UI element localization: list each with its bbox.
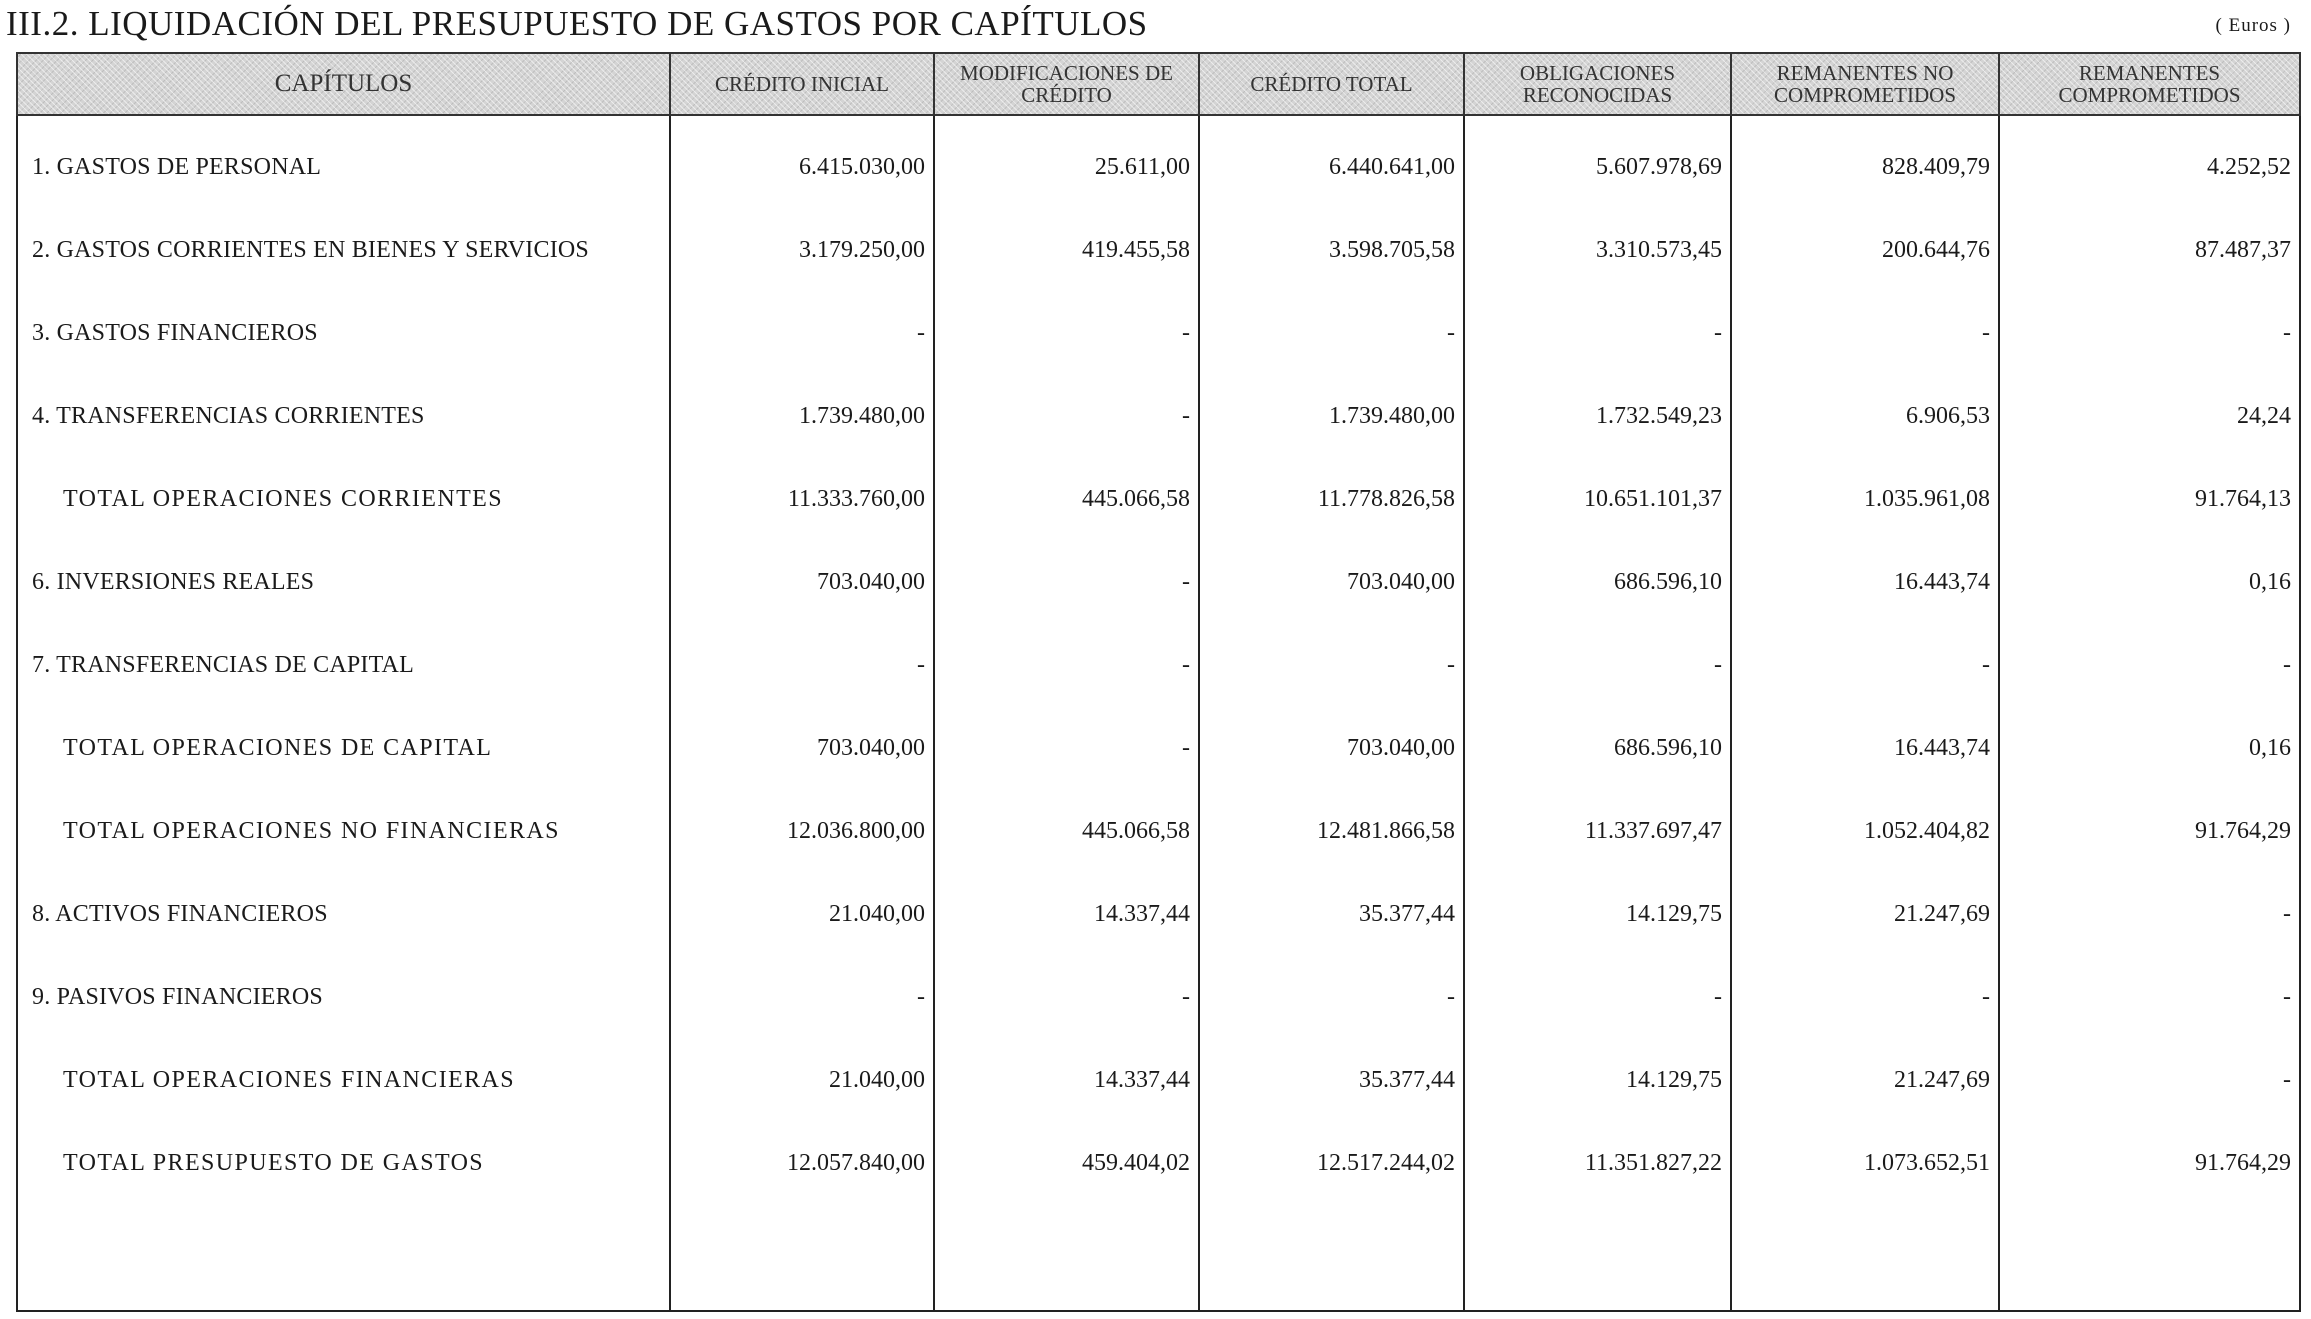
cell-credito-inicial: 12.036.800,00 (670, 790, 934, 873)
cell-credito-total: 1.739.480,00 (1199, 375, 1464, 458)
cell-remanentes-no-comprometidos: 21.247,69 (1731, 873, 1999, 956)
cell-modificaciones-credito: - (934, 707, 1199, 790)
cell-remanentes-no-comprometidos: 200.644,76 (1731, 209, 1999, 292)
table-total-row (17, 1039, 2300, 1122)
cell-obligaciones-reconocidas: - (1464, 624, 1731, 707)
cell-remanentes-no-comprometidos: 1.052.404,82 (1731, 790, 1999, 873)
cell-remanentes-comprometidos: - (1999, 624, 2300, 707)
cell-obligaciones-reconocidas: 10.651.101,37 (1464, 458, 1731, 541)
cell-obligaciones-reconocidas: 11.337.697,47 (1464, 790, 1731, 873)
cell-remanentes-comprometidos: 0,16 (1999, 541, 2300, 624)
cell-obligaciones-reconocidas: 11.351.827,22 (1464, 1122, 1731, 1205)
row-label: 3. GASTOS FINANCIEROS (17, 292, 670, 375)
table-row (17, 541, 2300, 624)
header-credito-total: CRÉDITO TOTAL (1199, 53, 1464, 115)
table-total-row (17, 790, 2300, 873)
cell-modificaciones-credito: 14.337,44 (934, 873, 1199, 956)
cell-obligaciones-reconocidas: 1.732.549,23 (1464, 375, 1731, 458)
cell-remanentes-no-comprometidos: 1.035.961,08 (1731, 458, 1999, 541)
cell-remanentes-no-comprometidos: 6.906,53 (1731, 375, 1999, 458)
cell-remanentes-comprometidos: 0,16 (1999, 707, 2300, 790)
cell-obligaciones-reconocidas: 686.596,10 (1464, 707, 1731, 790)
empty-cell (1199, 1205, 1464, 1311)
cell-credito-total: 12.481.866,58 (1199, 790, 1464, 873)
row-label: TOTAL OPERACIONES FINANCIERAS (17, 1039, 670, 1122)
empty-cell (1999, 1205, 2300, 1311)
cell-credito-total: 35.377,44 (1199, 873, 1464, 956)
row-label: 8. ACTIVOS FINANCIEROS (17, 873, 670, 956)
cell-remanentes-comprometidos: - (1999, 873, 2300, 956)
cell-credito-inicial: 1.739.480,00 (670, 375, 934, 458)
cell-modificaciones-credito: - (934, 292, 1199, 375)
table-row (17, 209, 2300, 292)
table-row (17, 115, 2300, 209)
cell-obligaciones-reconocidas: 14.129,75 (1464, 873, 1731, 956)
cell-remanentes-no-comprometidos: - (1731, 292, 1999, 375)
units-label: ( Euros ) (2215, 15, 2291, 36)
cell-modificaciones-credito: 419.455,58 (934, 209, 1199, 292)
empty-cell (1464, 1205, 1731, 1311)
table-row (17, 375, 2300, 458)
cell-remanentes-comprometidos: 91.764,29 (1999, 1122, 2300, 1205)
cell-remanentes-no-comprometidos: 1.073.652,51 (1731, 1122, 1999, 1205)
cell-obligaciones-reconocidas: - (1464, 956, 1731, 1039)
cell-obligaciones-reconocidas: 14.129,75 (1464, 1039, 1731, 1122)
cell-credito-total: 703.040,00 (1199, 707, 1464, 790)
cell-remanentes-no-comprometidos: 16.443,74 (1731, 707, 1999, 790)
empty-cell (17, 1205, 670, 1311)
cell-obligaciones-reconocidas: 5.607.978,69 (1464, 115, 1731, 209)
cell-remanentes-comprometidos: - (1999, 1039, 2300, 1122)
cell-remanentes-no-comprometidos: 21.247,69 (1731, 1039, 1999, 1122)
cell-remanentes-no-comprometidos: 828.409,79 (1731, 115, 1999, 209)
cell-credito-total: 35.377,44 (1199, 1039, 1464, 1122)
empty-cell (934, 1205, 1199, 1311)
table-row (17, 292, 2300, 375)
cell-remanentes-comprometidos: 4.252,52 (1999, 115, 2300, 209)
table-filler-row (17, 1205, 2300, 1311)
cell-modificaciones-credito: 459.404,02 (934, 1122, 1199, 1205)
cell-credito-total: 11.778.826,58 (1199, 458, 1464, 541)
cell-modificaciones-credito: 25.611,00 (934, 115, 1199, 209)
cell-credito-inicial: 21.040,00 (670, 873, 934, 956)
cell-credito-inicial: 6.415.030,00 (670, 115, 934, 209)
cell-remanentes-comprometidos: 87.487,37 (1999, 209, 2300, 292)
cell-remanentes-no-comprometidos: 16.443,74 (1731, 541, 1999, 624)
table-row (17, 873, 2300, 956)
cell-remanentes-comprometidos: 91.764,29 (1999, 790, 2300, 873)
cell-credito-inicial: - (670, 956, 934, 1039)
header-obligaciones-reconocidas: OBLIGACIONES RECONOCIDAS (1464, 53, 1731, 115)
table-total-row (17, 707, 2300, 790)
cell-credito-inicial: 12.057.840,00 (670, 1122, 934, 1205)
row-label: 2. GASTOS CORRIENTES EN BIENES Y SERVICIOS (17, 209, 670, 292)
header-modificaciones-credito: MODIFICACIONES DE CRÉDITO (934, 53, 1199, 115)
row-label: TOTAL OPERACIONES NO FINANCIERAS (17, 790, 670, 873)
cell-credito-inicial: 21.040,00 (670, 1039, 934, 1122)
cell-credito-inicial: - (670, 624, 934, 707)
cell-credito-inicial: 703.040,00 (670, 541, 934, 624)
cell-remanentes-no-comprometidos: - (1731, 956, 1999, 1039)
cell-obligaciones-reconocidas: - (1464, 292, 1731, 375)
page-title: III.2. LIQUIDACIÓN DEL PRESUPUESTO DE GASTOS POR CAPÍTULOS (6, 4, 1148, 43)
cell-credito-inicial: 703.040,00 (670, 707, 934, 790)
cell-remanentes-comprometidos: - (1999, 956, 2300, 1039)
row-label: 1. GASTOS DE PERSONAL (17, 115, 670, 209)
cell-remanentes-comprometidos: 91.764,13 (1999, 458, 2300, 541)
cell-remanentes-comprometidos: 24,24 (1999, 375, 2300, 458)
header-remanentes-comprometidos: REMANENTES COMPROMETIDOS (1999, 53, 2300, 115)
table-row (17, 956, 2300, 1039)
header-capitulos: CAPÍTULOS (17, 53, 670, 115)
row-label: 4. TRANSFERENCIAS CORRIENTES (17, 375, 670, 458)
row-label: TOTAL OPERACIONES CORRIENTES (17, 458, 670, 541)
cell-modificaciones-credito: - (934, 624, 1199, 707)
cell-credito-total: - (1199, 956, 1464, 1039)
cell-credito-inicial: 11.333.760,00 (670, 458, 934, 541)
cell-remanentes-no-comprometidos: - (1731, 624, 1999, 707)
cell-credito-total: - (1199, 292, 1464, 375)
cell-modificaciones-credito: 14.337,44 (934, 1039, 1199, 1122)
cell-credito-total: 12.517.244,02 (1199, 1122, 1464, 1205)
table-total-row (17, 1122, 2300, 1205)
row-label: TOTAL PRESUPUESTO DE GASTOS (17, 1122, 670, 1205)
cell-credito-total: 3.598.705,58 (1199, 209, 1464, 292)
row-label: 9. PASIVOS FINANCIEROS (17, 956, 670, 1039)
header-credito-inicial: CRÉDITO INICIAL (670, 53, 934, 115)
row-label: 7. TRANSFERENCIAS DE CAPITAL (17, 624, 670, 707)
cell-credito-inicial: 3.179.250,00 (670, 209, 934, 292)
cell-obligaciones-reconocidas: 686.596,10 (1464, 541, 1731, 624)
cell-modificaciones-credito: - (934, 541, 1199, 624)
empty-cell (670, 1205, 934, 1311)
cell-credito-total: 703.040,00 (1199, 541, 1464, 624)
table-body (17, 115, 2300, 1311)
cell-credito-total: 6.440.641,00 (1199, 115, 1464, 209)
cell-obligaciones-reconocidas: 3.310.573,45 (1464, 209, 1731, 292)
empty-cell (1731, 1205, 1999, 1311)
cell-credito-total: - (1199, 624, 1464, 707)
cell-modificaciones-credito: 445.066,58 (934, 458, 1199, 541)
table-row (17, 624, 2300, 707)
cell-credito-inicial: - (670, 292, 934, 375)
cell-modificaciones-credito: - (934, 956, 1199, 1039)
budget-table (16, 52, 2301, 1312)
header-remanentes-no-comprometidos: REMANENTES NO COMPROMETIDOS (1731, 53, 1999, 115)
row-label: 6. INVERSIONES REALES (17, 541, 670, 624)
cell-modificaciones-credito: - (934, 375, 1199, 458)
table-header-row (17, 53, 2300, 115)
table-total-row (17, 458, 2300, 541)
row-label: TOTAL OPERACIONES DE CAPITAL (17, 707, 670, 790)
budget-table-container (16, 52, 2299, 1312)
cell-remanentes-comprometidos: - (1999, 292, 2300, 375)
cell-modificaciones-credito: 445.066,58 (934, 790, 1199, 873)
